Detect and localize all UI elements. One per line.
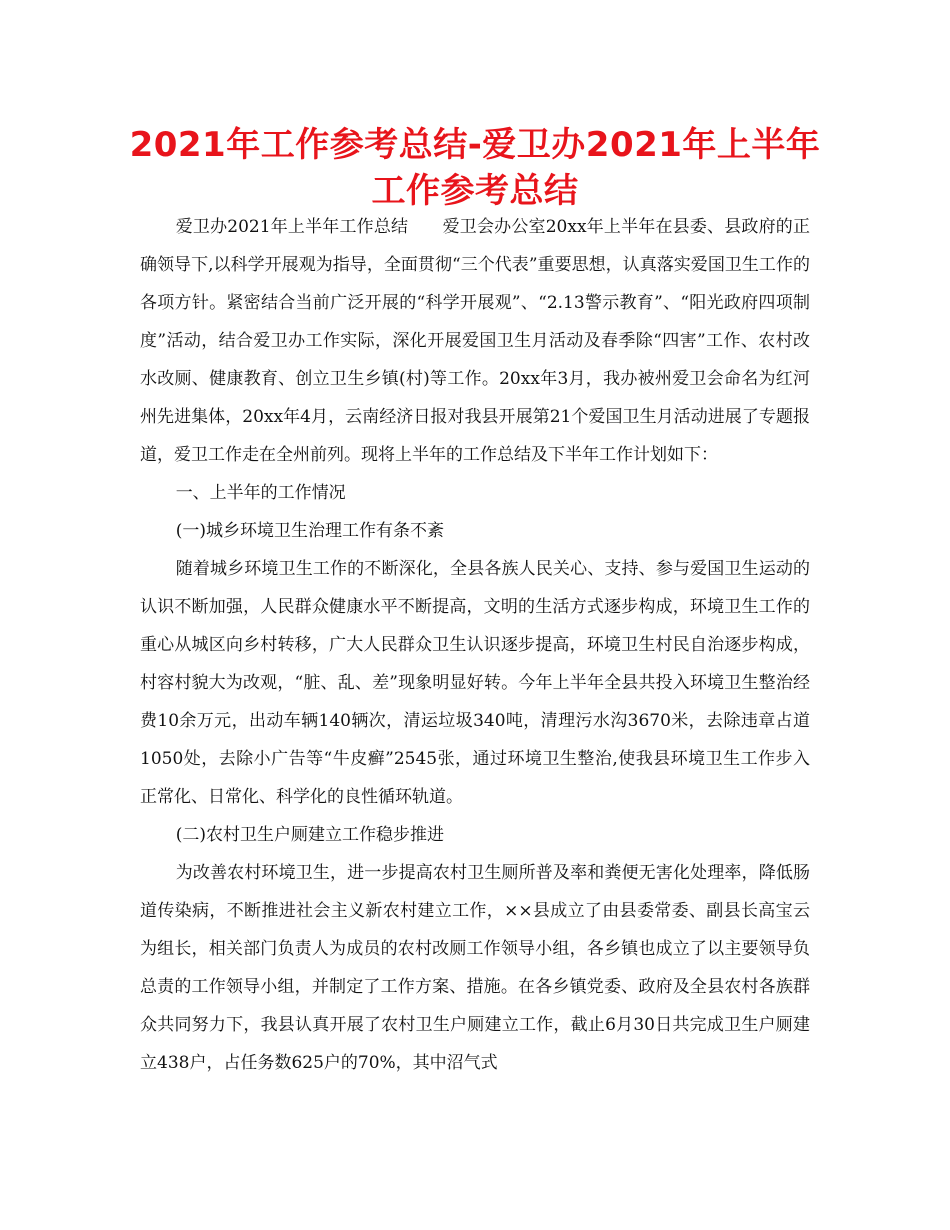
section-heading: 一、上半年的工作情况 (175, 483, 346, 503)
document-body (140, 208, 810, 1082)
document-title: 2021年工作参考总结-爱卫办2021年上半年工作参考总结 (129, 125, 821, 211)
body-paragraph: 随着城乡环境卫生工作的不断深化，全县各族人民关心、支持、参与爱国卫生运动的认识不断加强，人民群众健康水平不断提高，文明的生活方式逐步构成，环境卫生工作的重心从城区向乡村转移，广大人民群众卫生认识逐步提高，环境卫生村民自治逐步构成，村容村貌大为改观，“脏、乱、差”现象明显好转。今年上半年全县共投入环境卫生整治经费10余万元，出动车辆140辆次，清运垃圾340吨，清理污水沟3670米，去除违章占道1050处，去除小广告等“牛皮癣”2545张，通过环境卫生整治,使我县环境卫生工作步入正常化、日常化、科学化的良性循环轨道。 (140, 559, 810, 807)
subsection-heading: (一)城乡环境卫生治理工作有条不紊 (175, 521, 444, 541)
body-paragraph: 为改善农村环境卫生，进一步提高农村卫生厕所普及率和粪便无害化处理率，降低肠道传染病，不断推进社会主义新农村建立工作，××县成立了由县委常委、副县长高宝云为组长，相关部门负责人为成员的农村改厕工作领导小组，各乡镇也成立了以主要领导负总责的工作领导小组，并制定了工作方案、措施。在各乡镇党委、政府及全县农村各族群众共同努力下，我县认真开展了农村卫生户厕建立工作，截止6月30日共完成卫生户厕建立438户，占任务数625户的70%，其中沼气式 (140, 863, 810, 1073)
subsection-heading: (二)农村卫生户厕建立工作稳步推进 (175, 825, 444, 845)
intro-paragraph: 爱卫办2021年上半年工作总结 爱卫会办公室20xx年上半年在县委、县政府的正确领导下,以科学开展观为指导，全面贯彻“三个代表”重要思想，认真落实爱国卫生工作的各项方针。紧密结合当前广泛开展的“科学开展观”、“2.13警示教育”、“阳光政府四项制度”活动，结合爱卫办工作实际，深化开展爱国卫生月活动及春季除“四害”工作、农村改水改厕、健康教育、创立卫生乡镇(村)等工作。20xx年3月，我办被州爱卫会命名为红河州先进集体，20xx年4月，云南经济日报对我县开展第21个爱国卫生月活动进展了专题报道，爱卫工作走在全州前列。现将上半年的工作总结及下半年工作计划如下： (140, 217, 810, 465)
